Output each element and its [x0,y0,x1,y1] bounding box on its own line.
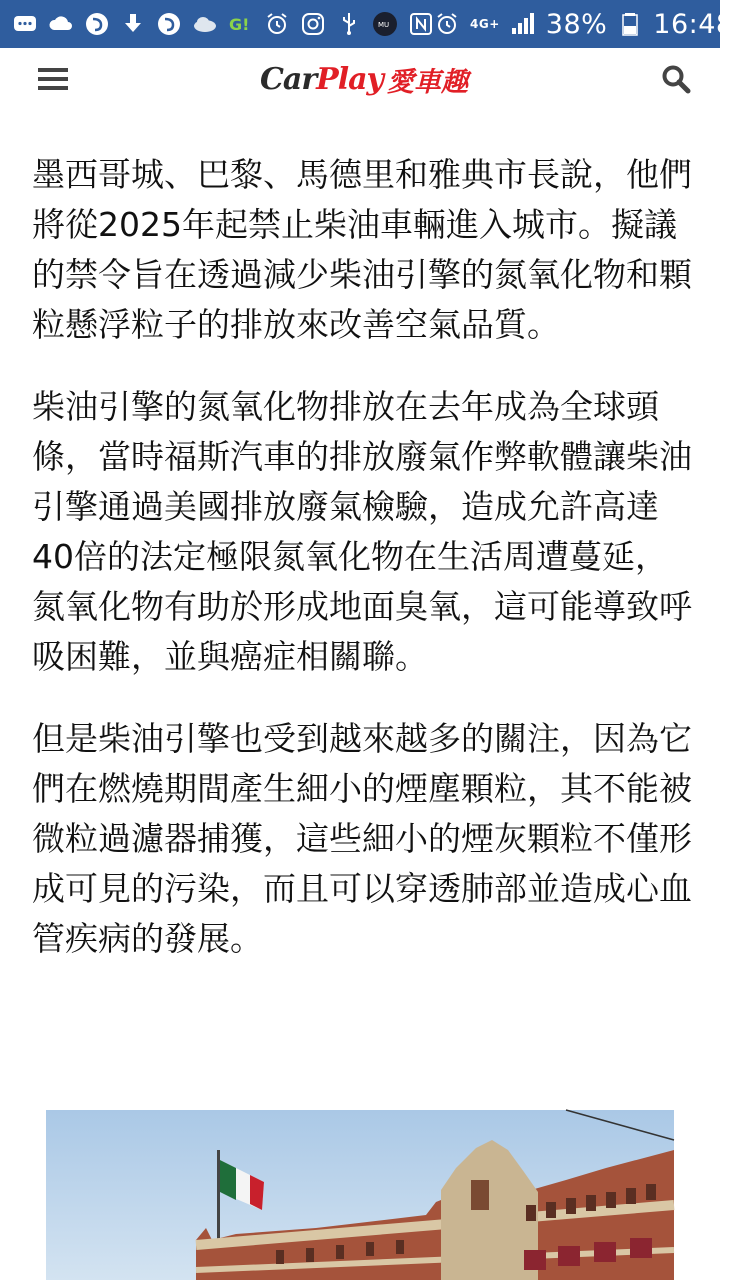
cloud-icon [48,11,74,37]
clock: 16:48 [653,8,734,40]
app-icon [228,11,254,37]
nfc-icon [408,11,434,37]
instagram-icon [300,11,326,37]
status-bar [0,0,734,48]
search-icon [661,64,691,94]
svg-text:G!: G! [229,15,250,34]
app-icon [156,11,182,37]
alarm-icon [434,11,460,37]
battery-icon [617,11,643,37]
alarm-icon [264,11,290,37]
menu-button[interactable] [36,62,70,96]
logo-chinese: 愛車趣 [386,66,468,98]
menu-icon [38,67,68,91]
app-header [0,48,720,110]
network-type: 4G+ [470,16,500,31]
app-icon [84,11,110,37]
usb-icon [336,11,362,37]
download-icon [120,11,146,37]
article-paragraph: 柴油引擎的氮氧化物排放在去年成為全球頭條，當時福斯汽車的排放廢氣作弊軟體讓柴油引擎通過美國排放廢氣檢驗，造成允許高達40倍的法定極限氮氧化物在生活周遭蔓延，氮氧化物有助於形成地面臭氧，這可能導致呼吸困難，並與癌症相關聯。 [32,387,692,676]
article-image[interactable] [46,1110,674,1280]
search-button[interactable] [658,61,694,97]
notification-icons [12,11,434,37]
battery-percent: 38% [545,8,608,40]
palace-photo [46,1110,674,1280]
chat-icon [12,11,38,37]
article-paragraph: 墨西哥城、巴黎、馬德里和雅典市長說，他們將從2025年起禁止柴油車輛進入城市。擬議的禁令旨在透過減少柴油引擎的氮氧化物和顆粒懸浮粒子的排放來改善空氣品質。 [32,155,692,344]
avatar-icon [372,11,398,37]
signal-icon [510,11,536,37]
svg-text:MU: MU [378,21,390,29]
system-status [434,9,734,40]
weather-icon [192,11,218,37]
logo-text: CarPlay [260,61,383,97]
article-body [32,150,692,996]
site-logo[interactable] [260,60,468,99]
article-paragraph: 但是柴油引擎也受到越來越多的關注，因為它們在燃燒期間產生細小的煙塵顆粒，其不能被微粒過濾器捕獲，這些細小的煙灰顆粒不僅形成可見的污染，而且可以穿透肺部並造成心血管疾病的發展。 [32,719,692,958]
